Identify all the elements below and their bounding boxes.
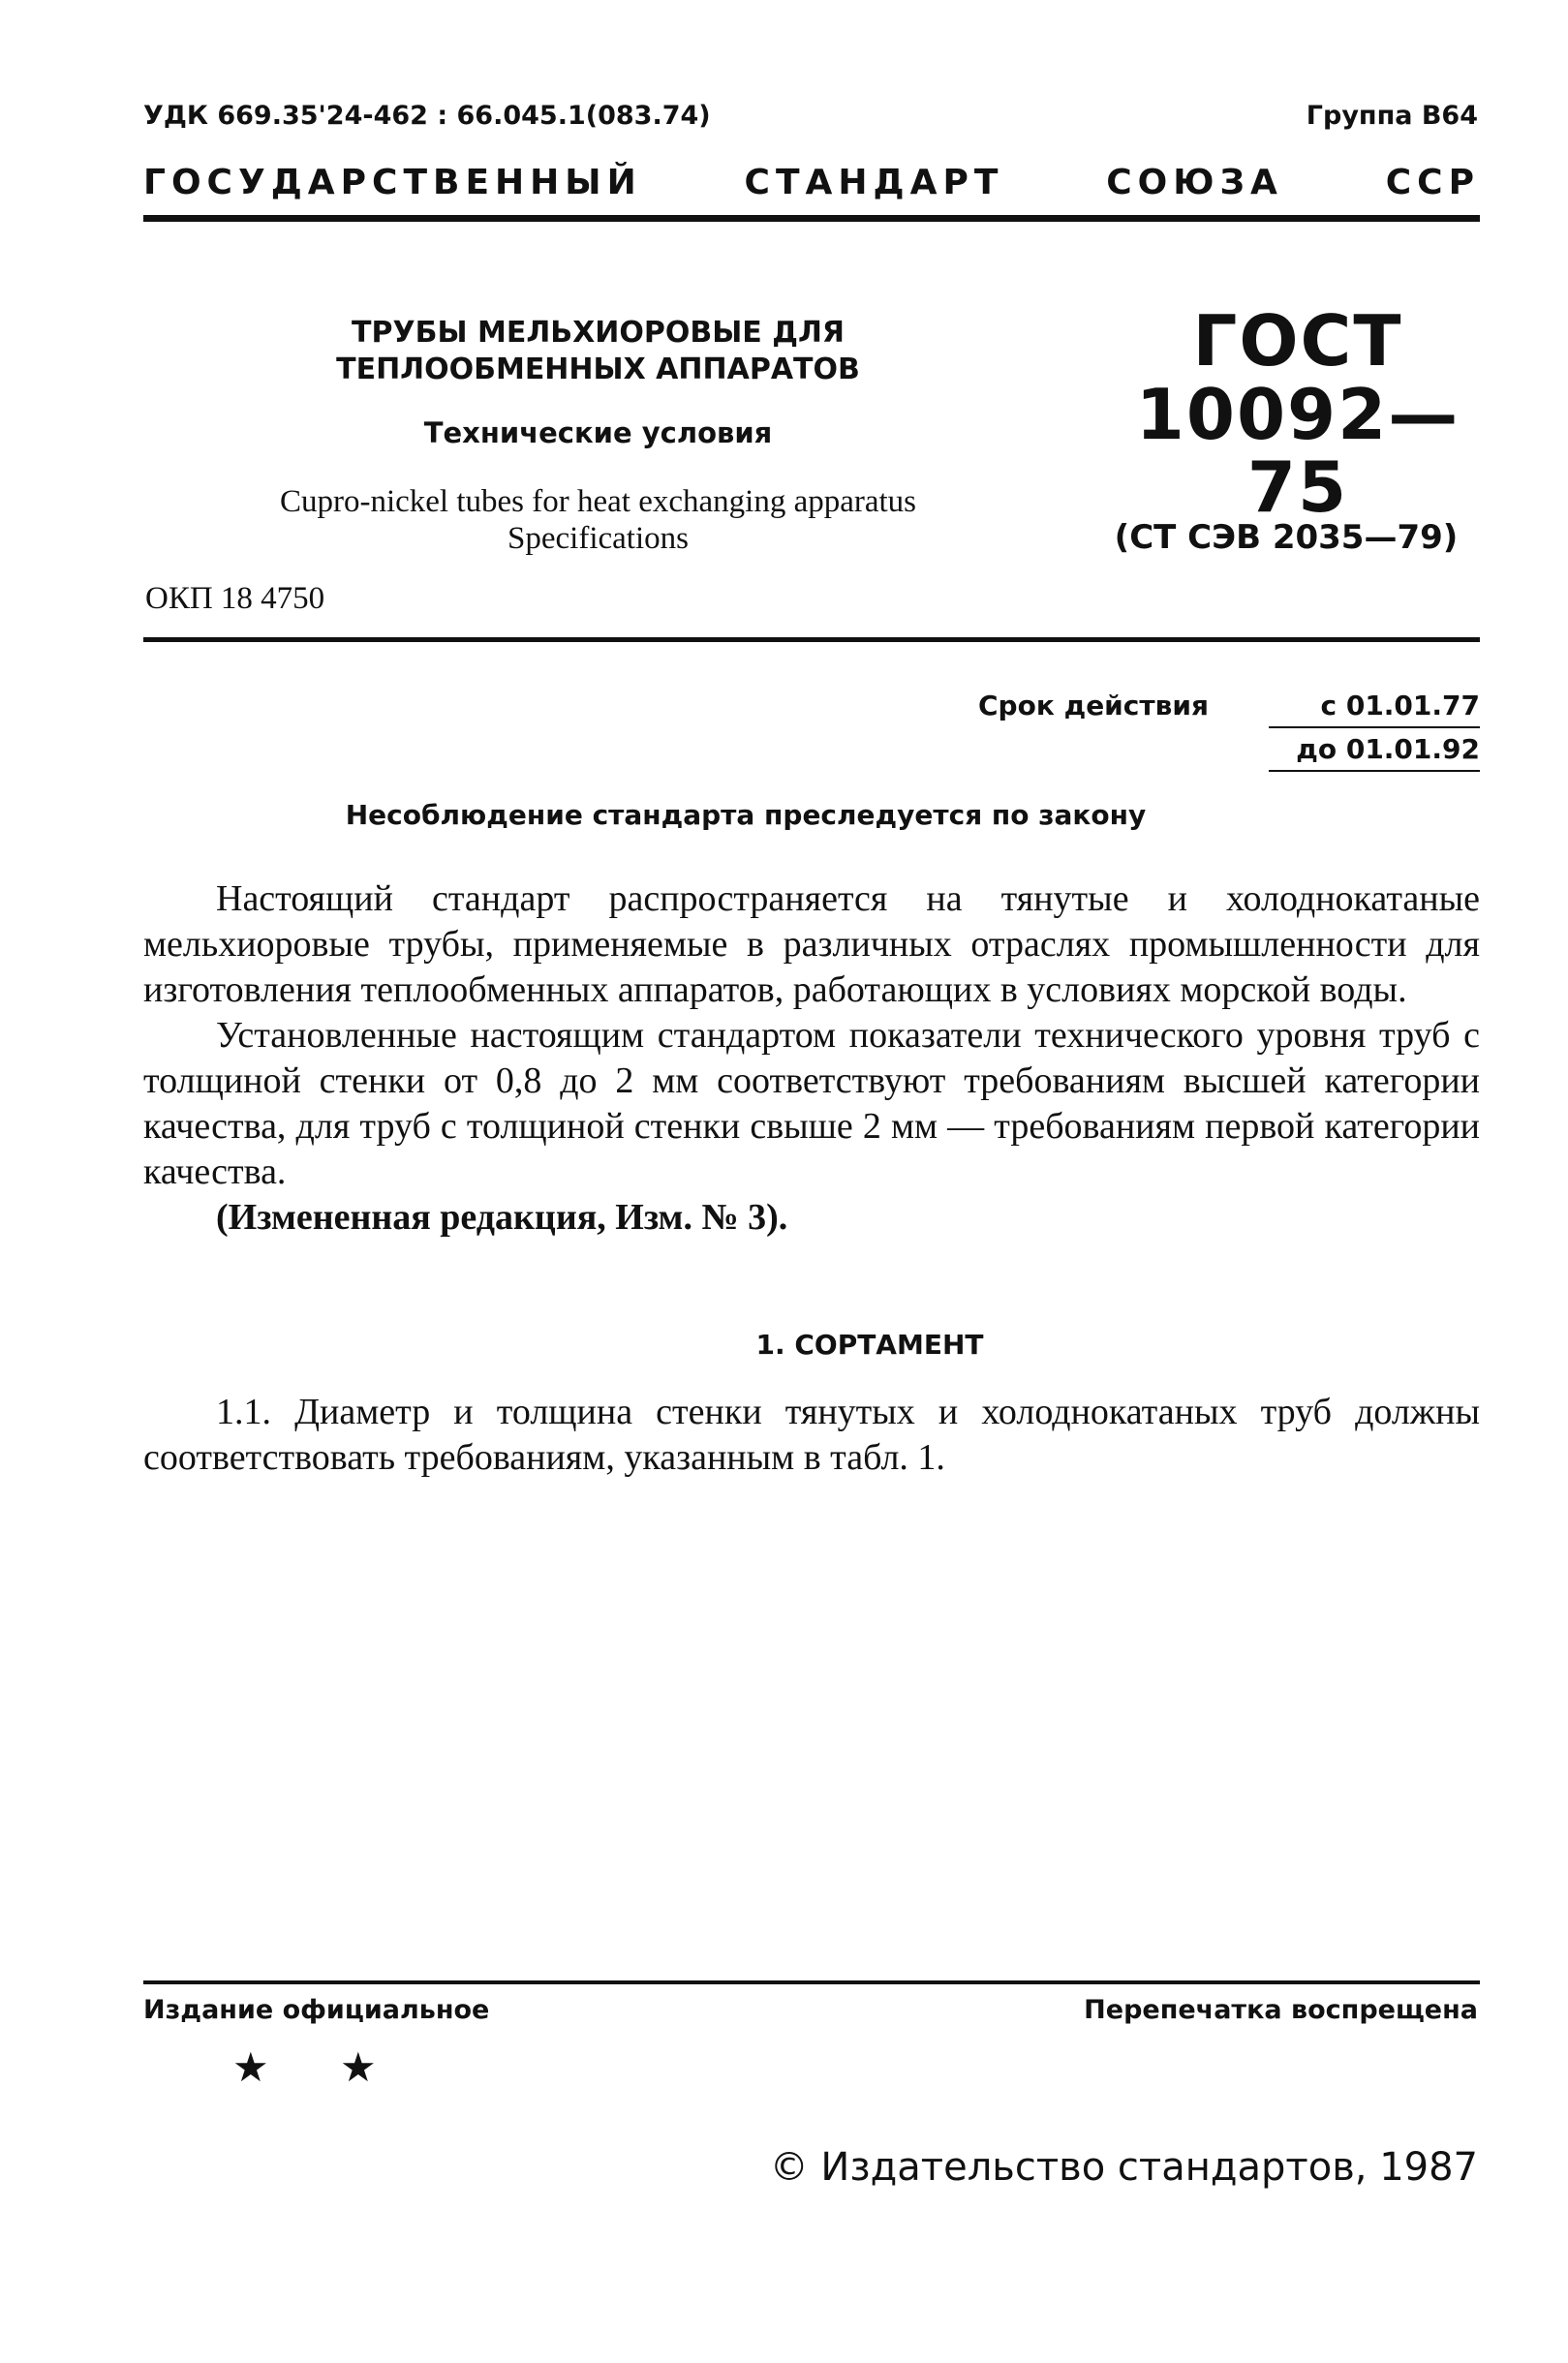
footer-rule bbox=[143, 1980, 1480, 1984]
banner-word: СОЮЗА bbox=[1106, 163, 1283, 202]
intro-text bbox=[143, 876, 1480, 1241]
reprint-prohibited: Перепечатка воспрещена bbox=[1084, 1995, 1478, 2025]
validity-underline bbox=[1269, 770, 1480, 772]
copyright-line: © Издательство стандартов, 1987 bbox=[769, 2145, 1478, 2190]
amendment-note: (Измененная редакция, Изм. № 3). bbox=[216, 1197, 788, 1238]
banner-word: СТАНДАРТ bbox=[744, 163, 1004, 202]
banner-word: ССР bbox=[1385, 163, 1480, 202]
validity-label: Срок действия bbox=[978, 690, 1209, 721]
english-title-line: Specifications bbox=[507, 520, 689, 556]
english-title bbox=[199, 484, 998, 558]
clause-text bbox=[143, 1390, 1480, 1481]
banner-word: ГОСУДАРСТВЕННЫЙ bbox=[143, 163, 642, 202]
validity-from: с 01.01.77 bbox=[1320, 690, 1480, 721]
clause-1-1: 1.1. Диаметр и толщина стенки тянутых и холоднокатаных труб должны соответствовать требованиям, указанным в табл. 1. bbox=[143, 1392, 1480, 1478]
group-code: Группа В64 bbox=[1306, 101, 1478, 131]
gost-designation bbox=[1104, 300, 1491, 529]
cmea-reference: (СТ СЭВ 2035—79) bbox=[1114, 518, 1459, 557]
udk-code: УДК 669.35'24-462 : 66.045.1(083.74) bbox=[143, 101, 711, 131]
validity-to: до 01.01.92 bbox=[1296, 733, 1480, 765]
state-standard-banner bbox=[143, 163, 1480, 202]
gost-label: ГОСТ bbox=[1192, 300, 1403, 382]
title-rule bbox=[143, 637, 1480, 642]
legal-warning: Несоблюдение стандарта преследуется по закону bbox=[345, 799, 1147, 831]
validity-divider bbox=[1269, 726, 1480, 728]
okp-code: ОКП 18 4750 bbox=[145, 581, 325, 616]
gost-number: 10092—75 bbox=[1135, 373, 1460, 529]
intro-paragraph: Настоящий стандарт распространяется на тянутые и холоднокатаные мельхиоровые трубы, применяемые в различных отраслях промышленности для изготовления теплообменных аппаратов, работающих в условиях морской воды. bbox=[143, 878, 1480, 1010]
section-heading: 1. СОРТАМЕНТ bbox=[755, 1329, 984, 1361]
intro-paragraph: Установленные настоящим стандартом показатели технического уровня труб с толщиной стенки от 0,8 до 2 мм соответствуют требованиям высшей категории качества, для труб с толщиной стенки свыше 2 мм — требованиям первой категории качества. bbox=[143, 1015, 1480, 1192]
star-icon: ★ ★ bbox=[232, 2043, 406, 2091]
document-title: ТРУБЫ МЕЛЬХИОРОВЫЕ ДЛЯ ТЕПЛООБМЕННЫХ АППАРАТОВ bbox=[336, 316, 860, 386]
header-rule bbox=[143, 215, 1480, 222]
document-subtitle: Технические условия bbox=[423, 416, 773, 449]
english-title-line: Cupro-nickel tubes for heat exchanging apparatus bbox=[279, 484, 917, 519]
official-edition: Издание официальное bbox=[143, 1995, 490, 2025]
